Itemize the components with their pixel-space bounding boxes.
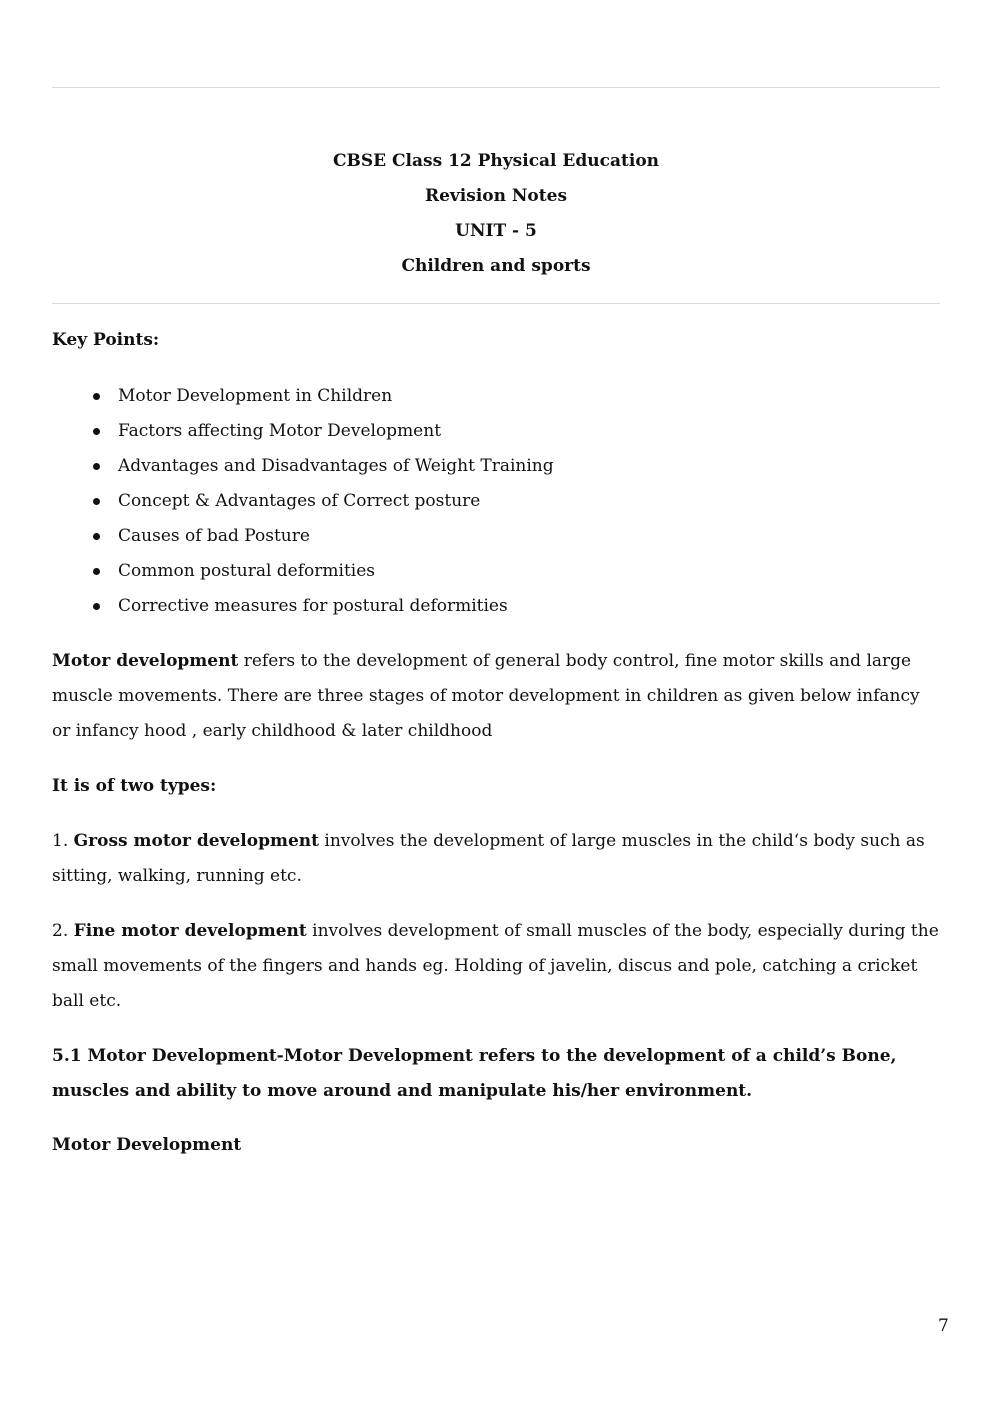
list-item: Motor Development in Children	[90, 382, 554, 417]
key-points-heading: Key Points:	[52, 330, 160, 350]
list-item: Common postural deformities	[90, 557, 554, 592]
list-item: Concept & Advantages of Correct posture	[90, 487, 554, 522]
motor-development-paragraph	[52, 644, 942, 749]
list-item: Corrective measures for postural deformities	[90, 592, 554, 627]
unit-title: Children and sports	[401, 256, 591, 276]
page-number: 7	[938, 1316, 949, 1336]
term: Motor development	[52, 651, 239, 671]
item-number: 2.	[52, 921, 74, 941]
list-item: Advantages and Disadvantages of Weight Training	[90, 452, 554, 487]
section-text: 5.1 Motor Development-Motor Development refers to the development of a child’s Bone, muscles and ability to move around and manipulate his/her environment.	[52, 1046, 897, 1101]
list-item: Factors affecting Motor Development	[90, 417, 554, 452]
term: Fine motor development	[73, 921, 307, 941]
header-rule	[52, 303, 940, 304]
key-points-list	[90, 382, 554, 627]
types-heading: It is of two types:	[52, 776, 217, 796]
item-number: 1.	[52, 831, 74, 851]
top-rule	[52, 87, 940, 88]
section-5-1	[52, 1039, 942, 1109]
term: Gross motor development	[73, 831, 319, 851]
definition: involves development of small muscles of the body, especially during the small movements of the fingers and hands eg. Holding of javelin, discus and pole, catching a cricket ball etc.	[52, 921, 939, 1011]
list-item: Causes of bad Posture	[90, 522, 554, 557]
doc-title: CBSE Class 12 Physical Education	[332, 151, 660, 171]
subheading: Motor Development	[52, 1135, 242, 1155]
gross-motor-paragraph	[52, 824, 942, 894]
unit-label: UNIT - 5	[455, 221, 537, 241]
doc-subtitle: Revision Notes	[424, 186, 568, 206]
definition: involves the development of large muscles in the child‘s body such as sitting, walking, running etc.	[52, 831, 925, 886]
definition: refers to the development of general body control, fine motor skills and large muscle movements. There are three stages of motor development in children as given below infancy or infancy hood , early childhood & later childhood	[52, 651, 920, 741]
fine-motor-paragraph	[52, 914, 942, 1019]
